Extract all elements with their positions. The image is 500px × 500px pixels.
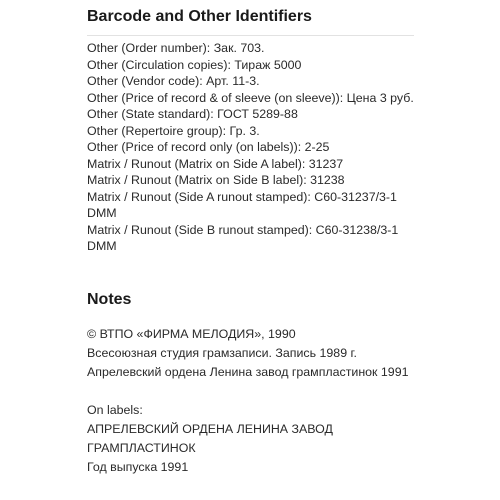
notes-body (87, 325, 417, 477)
notes-line: Всесоюзная студия грамзаписи. Запись 1989 г. (87, 346, 357, 360)
identifier-list (87, 40, 417, 255)
identifier-item: Other (Price of record only (on labels)): 2-25 (87, 140, 330, 154)
identifier-item: Other (Vendor code): Арт. 11-3. (87, 74, 260, 88)
identifier-item: Matrix / Runout (Side B runout stamped): С60-31238/3-1 DMM (87, 222, 399, 253)
notes-line: Год выпуска 1991 (87, 460, 189, 474)
section-divider (87, 35, 414, 36)
identifier-item: Other (State standard): ГОСТ 5289-88 (87, 107, 298, 121)
identifier-item: Matrix / Runout (Side A runout stamped): С60-31237/3-1 DMM (87, 189, 397, 220)
identifier-item: Matrix / Runout (Matrix on Side A label): 31237 (87, 156, 344, 171)
notes-section-title: Notes (87, 291, 132, 308)
notes-spacer (87, 382, 417, 401)
notes-line: Апрелевский ордена Ленина завод грампластинок 1991 (87, 365, 409, 379)
identifier-item: Other (Circulation copies): Тираж 5000 (87, 57, 302, 72)
identifier-item: Matrix / Runout (Matrix on Side B label): 31238 (87, 173, 345, 187)
notes-line: © ВТПО «ФИРМА МЕЛОДИЯ», 1990 (87, 327, 296, 341)
barcode-section-title: Barcode and Other Identifiers (87, 8, 312, 25)
identifier-item: Other (Order number): Зак. 703. (87, 41, 265, 55)
identifier-item: Other (Price of record & of sleeve (on sleeve)): Цена 3 руб. (87, 90, 414, 105)
notes-line: On labels: (87, 403, 143, 417)
identifier-item: Other (Repertoire group): Гр. 3. (87, 123, 260, 138)
notes-line: АПРЕЛЕВСКИЙ ОРДЕНА ЛЕНИНА ЗАВОД ГРАМПЛАСТИНОК (87, 422, 333, 455)
